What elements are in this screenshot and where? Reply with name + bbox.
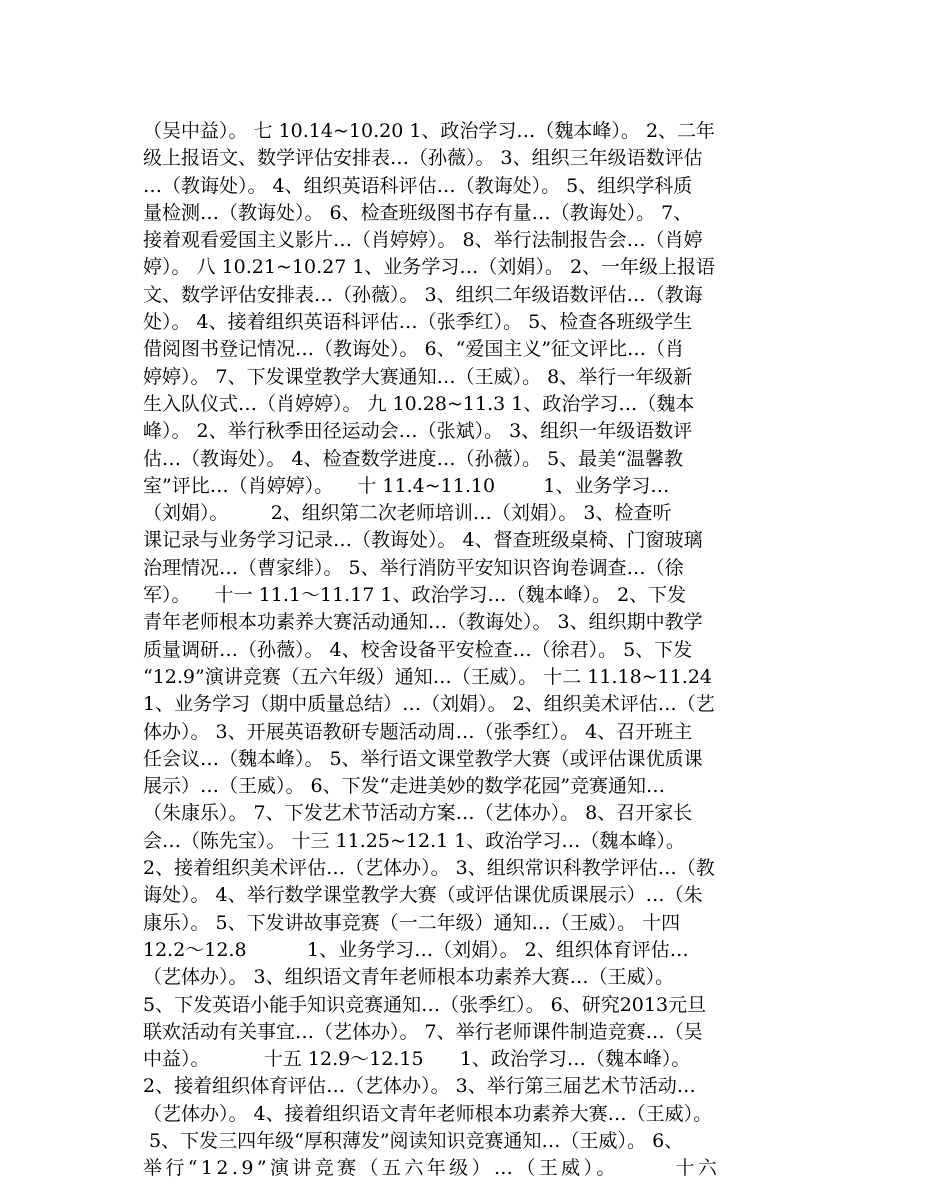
document-body	[143, 118, 813, 1183]
text-line: （朱康乐）。 7、下发艺术节活动方案…（艺体办）。 8、召开家长	[143, 802, 693, 825]
text-line: 12.2～12.8 1、业务学习…（刘娟）。 2、组织体育评估…	[143, 938, 689, 961]
text-line: （吴中益）。 七 10.14~10.20 1、政治学习…（魏本峰）。 2、二年	[143, 120, 716, 142]
text-line: 康乐）。 5、下发讲故事竞赛（一二年级）通知…（王威）。 十四	[143, 911, 681, 934]
text-line: 青年老师根本功素养大赛活动通知…（教诲处）。 3、组织期中教学	[143, 611, 703, 634]
text-line: 接着观看爱国主义影片…（肖婷婷）。 8、举行法制报告会…（肖婷	[143, 229, 703, 252]
text-line: 1、业务学习（期中质量总结）…（刘娟）。 2、组织美术评估…（艺	[143, 693, 715, 716]
text-line: 会…（陈先宝）。 十三 11.25~12.1 1、政治学习…（魏本峰）。	[143, 829, 685, 852]
text-line: 量检测…（教诲处）。 6、检查班级图书存有量…（教诲处）。 7、	[143, 201, 693, 224]
text-line: 5、下发三四年级“厚积薄发”阅读知识竞赛通知…（王威）。 6、	[143, 1129, 684, 1152]
text-line: （艺体办）。 3、组织语文青年老师根本功素养大赛…（王威）。	[143, 966, 675, 989]
text-line: 2、接着组织美术评估…（艺体办）。 3、组织常识科教学评估…（教	[143, 857, 715, 880]
text-line: “12.9”演讲竞赛（五六年级）通知…（王威）。 十二 11.18~11.24	[143, 665, 713, 688]
text-line: 军）。 十一 11.1～11.17 1、政治学习…（魏本峰）。 2、下发	[143, 584, 687, 607]
text-line: 文、数学评估安排表…（孙薇）。 3、组织二年级语数评估…（教诲	[143, 283, 703, 306]
text-line: 处）。 4、接着组织英语科评估…（张季红）。 5、检查各班级学生	[143, 311, 693, 334]
text-line: 室”评比…（肖婷婷）。 十 11.4~11.10 1、业务学习…	[143, 474, 670, 497]
text-line: 借阅图书登记情况…（教诲处）。 6、“爱国主义”征文评比…（肖	[143, 338, 685, 361]
text-line: 婷）。 八 10.21~10.27 1、业务学习…（刘娟）。 2、一年级上报语	[143, 256, 716, 279]
text-line: 2、接着组织体育评估…（艺体办）。 3、举行第三届艺术节活动…	[143, 1075, 696, 1098]
text-line: 级上报语文、数学评估安排表…（孙薇）。 3、组织三年级语数评估	[143, 147, 703, 170]
text-line: 举行“12.9”演讲竞赛（五六年级）…（王威）。 十六	[143, 1157, 721, 1180]
text-line: 课记录与业务学习记录…（教诲处）。 4、督查班级桌椅、门窗玻璃	[143, 529, 703, 552]
text-line: 任会议…（魏本峰）。 5、举行语文课堂教学大赛（或评估课优质课	[143, 747, 703, 770]
text-line: 质量调研…（孙薇）。 4、校舍设备平安检查…（徐君）。 5、下发	[143, 638, 693, 661]
text-line: 5、下发英语小能手知识竞赛通知…（张季红）。 6、研究2013元旦	[143, 993, 707, 1016]
text-line: （刘娟）。 2、组织第二次老师培训…（刘娟）。 3、检查听	[143, 502, 672, 525]
text-line: 生入队仪式…（肖婷婷）。 九 10.28~11.3 1、政治学习…（魏本	[143, 392, 695, 415]
text-line: 诲处）。 4、举行数学课堂教学大赛（或评估课优质课展示）…（朱	[143, 884, 703, 907]
text-line: （艺体办）。 4、接着组织语文青年老师根本功素养大赛…（王威）。	[143, 1102, 713, 1125]
text-line: 婷婷）。 7、下发课堂教学大赛通知…（王威）。 8、举行一年级新	[143, 365, 693, 388]
text-line: 估…（教诲处）。 4、检查数学进度…（孙薇）。 5、最美“温馨教	[143, 447, 683, 470]
text-line: …（教诲处）。 4、组织英语科评估…（教诲处）。 5、组织学科质	[143, 174, 693, 197]
text-line: 体办）。 3、开展英语教研专题活动周…（张季红）。 4、召开班主	[143, 720, 693, 743]
text-line: 展示）…（王威）。 6、下发“走进美妙的数学花园”竞赛通知…	[143, 775, 666, 798]
text-line: 联欢活动有关事宜…（艺体办）。 7、举行老师课件制造竞赛…（吴	[143, 1020, 703, 1043]
text-line: 峰）。 2、举行秋季田径运动会…（张斌）。 3、组织一年级语数评	[143, 420, 693, 443]
text-line: 中益）。 十五 12.9～12.15 1、政治学习…（魏本峰）。	[143, 1048, 691, 1071]
text-line: 治理情况…（曹家绯）。 5、举行消防平安知识咨询卷调查…（徐	[143, 556, 684, 579]
